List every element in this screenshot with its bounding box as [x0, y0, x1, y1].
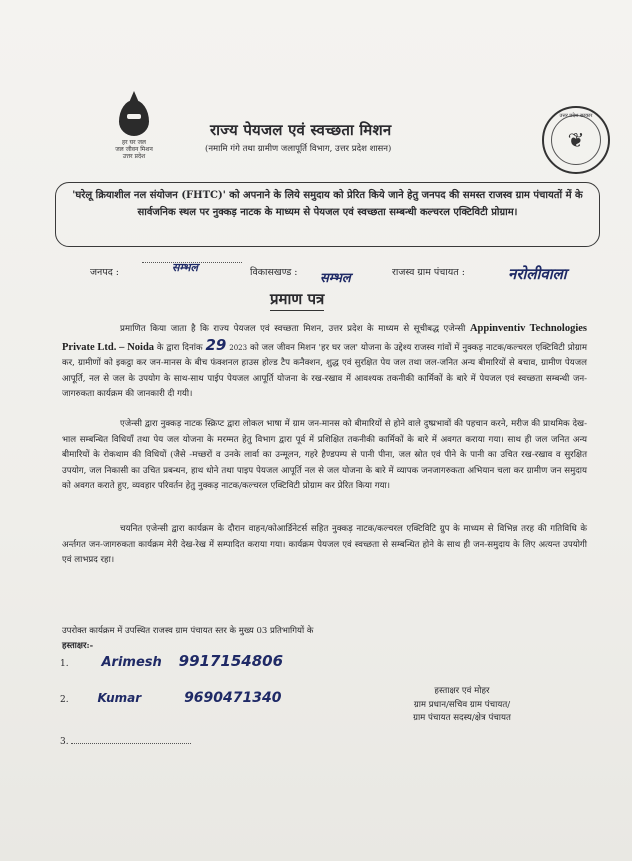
- participants-intro: उपरोक्त कार्यक्रम में उपस्थित राजस्व ग्राम पंचायत स्तर के मुख्य 03 प्रतिभागियों के: [62, 626, 314, 636]
- participant-signature: Arimesh: [101, 655, 162, 670]
- agency-name: Appinventiv Technologies Private Ltd. – Noida: [62, 323, 587, 353]
- block-label: विकासखण्ड :: [250, 267, 298, 278]
- water-drop-icon: [119, 100, 149, 136]
- district-value: सम्भल: [172, 261, 198, 274]
- participant-phone: 9917154806: [178, 652, 284, 670]
- signatory-block: हस्ताक्षर एवं मोहर ग्राम प्रधान/सचिव ग्राम पंचायत/ ग्राम पंचायत सदस्य/क्षेत्र पंचायत: [413, 686, 511, 723]
- paragraph-1: प्रमाणित किया जाता है कि राज्य पेयजल एवं स्वच्छता मिशन, उत्तर प्रदेश के माध्यम से सूचीबद्ध एजेन्सी Appinventiv Technologies Private Ltd. – Noida के द्वारा दिनांक 29 2023 को जल जीवन मिशन 'हर घर जल' योजना के उद्देश्य राजस्व गांवों में नुक्कड़ नाटक/कल्चरल एक्टिविटी प्रोग्राम कर, ग्रामीणों को इकट्ठा कर जन-मानस के बीच फंक्शनल हाउस होल्ड टैप कनैक्शन, शुद्ध एवं सुरक्षित पेय जल तथा जल-जनित अन्य बीमारियों से बचाव, ग्रामीण पेयजल आपूर्ति, नल से जल के उपयोग के साथ-साथ पाईप पेयजल आपूर्ति योजना के रख-रखाव में आवश्यक तकनीकी कार्मिकों के बारे में पेयजल एवं स्वच्छता सम्बन्धी जन-जागरुकता कार्यक्रम की जानकारी दी गयी।: [62, 323, 588, 400]
- certificate-title: प्रमाण पत्र: [270, 289, 324, 311]
- jal-jeevan-mission-logo: [100, 100, 168, 160]
- page-title: राज्य पेयजल एवं स्वच्छता मिशन: [210, 121, 392, 139]
- date-day: 29: [205, 335, 227, 354]
- participant-row: 2. Kumar 9690471340: [60, 690, 282, 706]
- participants-sign-label: हस्ताक्षर:-: [62, 641, 94, 651]
- paragraph-3: चयनित एजेन्सी द्वारा कार्यक्रम के दौरान वाहन/कोआर्डिनेटर्स सहित नुक्कड़ नाटक/कल्चरल एक्टिविटि ग्रुप के माध्यम से विभिन्न तरह की गतिविधि के अर्न्तगत जन-जागरुकता कार्यक्रम मेरी देख-रेख में सम्पादित कराया गया। कार्यक्रम पेयजल एवं स्वच्छता से सम्बन्धित होने के साथ ही जन-समुदाय के लिए अत्यन्त उपयोगी एवं लाभप्रद रहा।: [62, 524, 587, 566]
- location-fields: [90, 262, 630, 284]
- page-subtitle: (नमामि गंगे तथा ग्रामीण जलापूर्ति विभाग, उत्तर प्रदेश शासन): [205, 144, 392, 154]
- date-year: 2023: [229, 343, 248, 352]
- gram-panchayat-value: नरोलीवाला: [508, 265, 567, 283]
- block-value: सम्भल: [320, 271, 351, 286]
- paragraph-2: एजेन्सी द्वारा नुक्कड़ नाटक स्क्रिप्ट द्वारा लोकल भाषा में ग्राम जन-मानस को बीमारियों से होने वाले दुष्प्रभावों की पहचान करने, मरीज की प्राथमिक देख-भाल सम्बन्धित विधियाँ तथा पेय जल योजना के मरम्मत हेतु विभाग द्वारा पूर्व में प्रशिक्षित तकनीकी कार्मिकों के बारे में अवगत कराया गया। साथ ही जल जनित अन्य बीमारियों के रोकथाम की विधियों (जैसे -मच्छरों व उनके लार्वा का उन्मूलन, गहरे हैण्डपम्प से पानी पीना, जल स्रोत एवं पीने के पानी का उचित रख-रखाव व सुरक्षित उपयोग, जल निकासी का उचित प्रबन्धन, हाथ धोने तथा पाइप पेयजल आपूर्ति नल से जल योजना के बारे में व्यापक जनजागरुकता अभियान चला कर ग्रामीण जन समुदाय को अवगत कराते हुए, व्यवहार परिवर्तन हेतु नुक्कड़ नाटक/कल्चरल एक्टिविटी प्रोग्राम कर प्रेरित किया गया।: [62, 419, 587, 492]
- gram-panchayat-label: राजस्व ग्राम पंचायत :: [392, 267, 465, 278]
- participant-phone: 9690471340: [184, 690, 282, 706]
- logo-caption: हर घर जल जल जीवन मिशन उत्तर प्रदेश: [115, 139, 153, 160]
- participant-row: 1. Arimesh 9917154806: [60, 652, 284, 670]
- participant-row: 3.: [60, 737, 191, 747]
- government-seal-icon: उत्तर प्रदेश सरकार ❦: [542, 106, 610, 174]
- participant-signature: Kumar: [97, 691, 142, 705]
- district-label: जनपद :: [90, 267, 119, 278]
- program-description-box: 'घरेलू क्रियाशील नल संयोजन (FHTC)' को अपनाने के लिये समुदाय को प्रेरित किये जाने हेतु जनपद की समस्त राजस्व ग्राम पंचायतों में के सार्वजनिक स्थल पर नुक्कड़ नाटक के माध्यम से पेयजल एवं स्वच्छता सम्बन्धी कल्चरल एक्टिविटी प्रोग्राम।: [55, 182, 600, 247]
